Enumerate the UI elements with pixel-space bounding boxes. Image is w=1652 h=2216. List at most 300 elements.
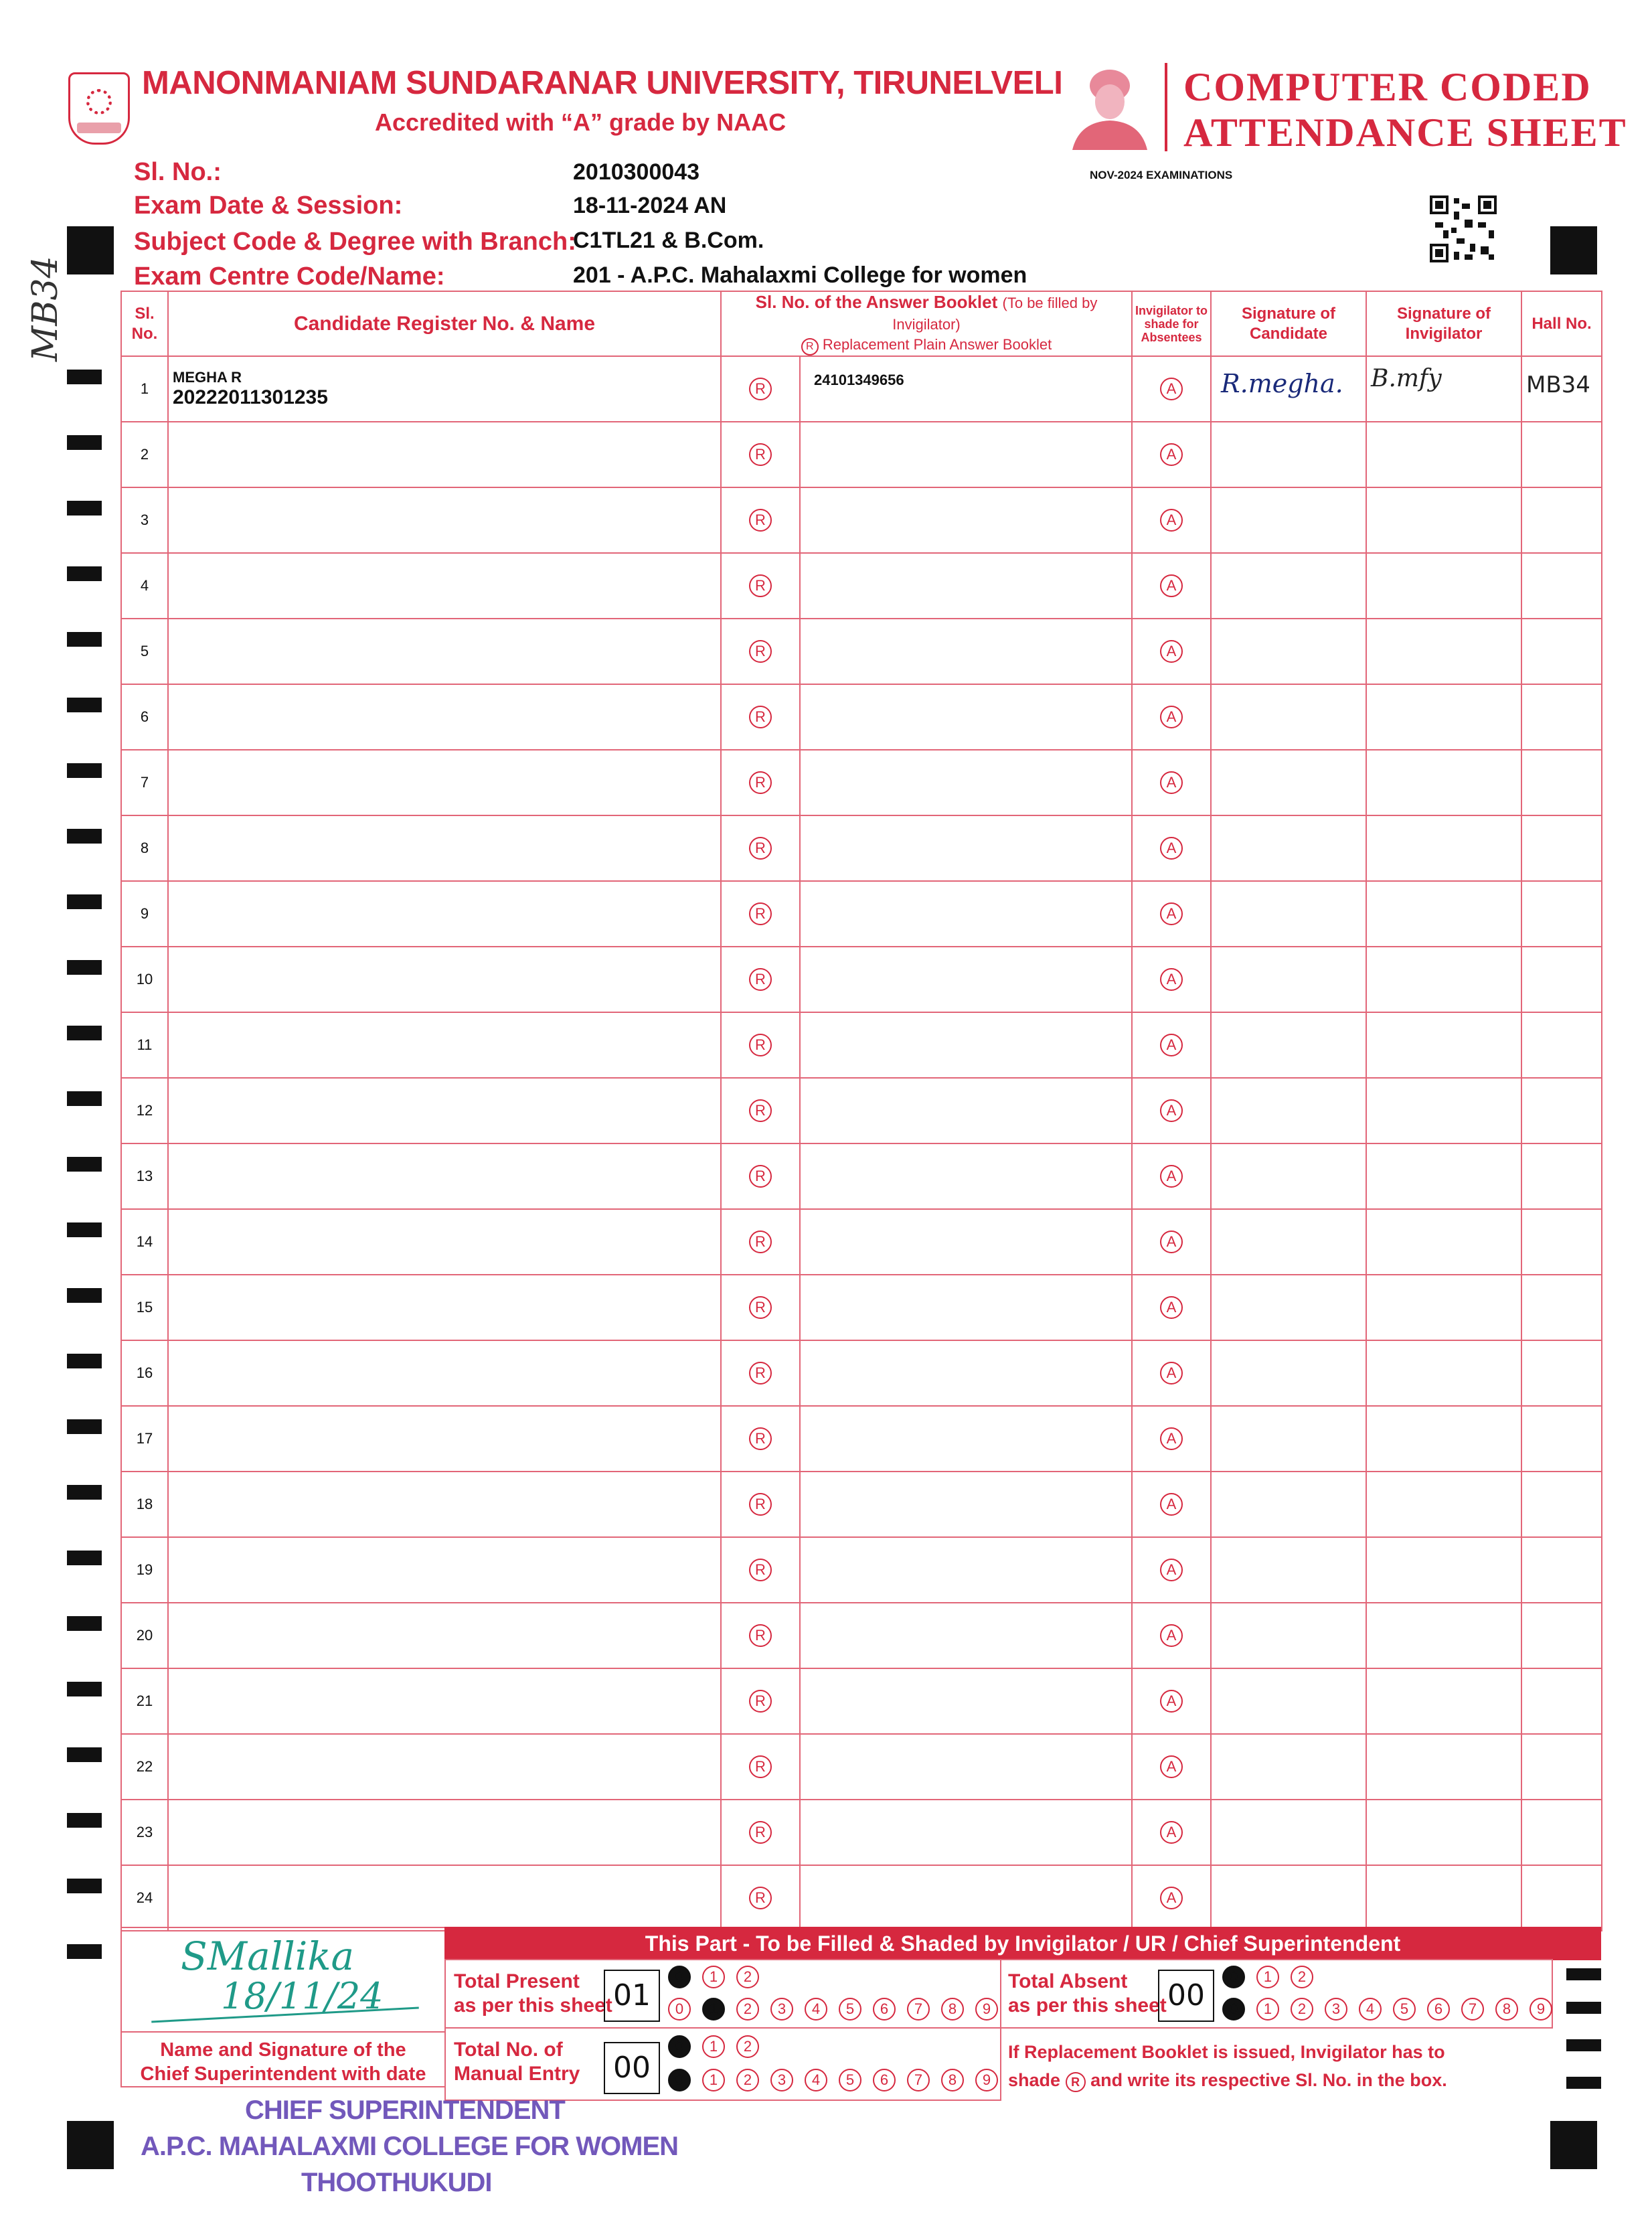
replacement-bubble-icon[interactable]: R: [749, 771, 772, 794]
table-row: [121, 1734, 1602, 1800]
digit-bubble[interactable]: 0: [668, 2035, 691, 2058]
digit-bubble[interactable]: 5: [1393, 1998, 1416, 2021]
hall-no-cell[interactable]: [1521, 881, 1602, 947]
candidate-signature-cell[interactable]: [1211, 1603, 1366, 1668]
replacement-shade-cell[interactable]: [721, 422, 800, 487]
candidate-signature-cell[interactable]: [1211, 1209, 1366, 1275]
replacement-shade-cell[interactable]: [721, 1800, 800, 1865]
candidate-signature-cell[interactable]: [1211, 1537, 1366, 1603]
digit-bubble[interactable]: 9: [975, 1998, 998, 2021]
hall-no-cell[interactable]: [1521, 1668, 1602, 1734]
timing-tick: [1566, 2039, 1601, 2051]
hall-no-cell[interactable]: [1521, 356, 1602, 422]
absentee-shade-cell[interactable]: [1132, 553, 1211, 619]
invigilator-signature-cell[interactable]: [1366, 881, 1521, 947]
digit-bubble[interactable]: 2: [736, 2069, 759, 2091]
replacement-bubble-icon[interactable]: R: [749, 837, 772, 860]
booklet-no-cell[interactable]: [800, 750, 1132, 815]
row-number: 19: [121, 1537, 168, 1603]
present-units-bubbles[interactable]: [668, 1998, 1009, 2021]
invigilator-signature-cell[interactable]: [1366, 1209, 1521, 1275]
absentee-shade-cell[interactable]: [1132, 1078, 1211, 1143]
digit-bubble[interactable]: 3: [770, 1998, 793, 2021]
candidate-signature-cell[interactable]: [1211, 1406, 1366, 1472]
table-row: [121, 881, 1602, 947]
hall-no-cell[interactable]: [1521, 1537, 1602, 1603]
booklet-no-cell[interactable]: [800, 1209, 1132, 1275]
manual-units-bubbles[interactable]: [668, 2069, 1009, 2091]
absent-bubble-icon[interactable]: A: [1160, 640, 1183, 663]
absentee-shade-cell[interactable]: [1132, 422, 1211, 487]
absentee-shade-cell[interactable]: [1132, 684, 1211, 750]
replacement-bubble-icon[interactable]: R: [749, 1099, 772, 1122]
invigilator-signature-cell[interactable]: [1366, 947, 1521, 1012]
absent-bubble-icon[interactable]: A: [1160, 1493, 1183, 1516]
candidate-signature-cell[interactable]: [1211, 1340, 1366, 1406]
replacement-shade-cell[interactable]: [721, 1537, 800, 1603]
timing-tick: [67, 1354, 102, 1368]
replacement-bubble-icon[interactable]: R: [749, 1231, 772, 1253]
booklet-no-cell[interactable]: [800, 1603, 1132, 1668]
replacement-bubble-icon[interactable]: R: [749, 1887, 772, 1909]
stamp-line1: CHIEF SUPERINTENDENT: [245, 2095, 565, 2125]
booklet-no-cell[interactable]: [800, 1340, 1132, 1406]
hall-no-cell[interactable]: [1521, 1209, 1602, 1275]
total-absent-label: [1008, 1970, 1167, 2018]
hall-no-cell[interactable]: [1521, 1078, 1602, 1143]
hall-no-cell[interactable]: [1521, 1275, 1602, 1340]
replacement-shade-cell[interactable]: [721, 815, 800, 881]
booklet-no-cell[interactable]: [800, 947, 1132, 1012]
digit-bubble[interactable]: 1: [702, 2035, 725, 2058]
digit-bubble[interactable]: 7: [907, 2069, 930, 2091]
candidate-signature-cell[interactable]: [1211, 1734, 1366, 1800]
digit-bubble[interactable]: 6: [1427, 1998, 1450, 2021]
hall-no-cell[interactable]: [1521, 422, 1602, 487]
absentee-shade-cell[interactable]: [1132, 1406, 1211, 1472]
absent-bubble-icon[interactable]: A: [1160, 968, 1183, 991]
invigilator-signature-cell[interactable]: [1366, 619, 1521, 684]
absent-bubble-icon[interactable]: A: [1160, 1362, 1183, 1384]
absentee-shade-cell[interactable]: [1132, 1800, 1211, 1865]
replacement-bubble-icon[interactable]: R: [749, 1690, 772, 1713]
cs-date: 18/11/24: [221, 1975, 384, 2017]
booklet-no-cell[interactable]: [800, 1865, 1132, 1931]
absentee-shade-cell[interactable]: [1132, 1668, 1211, 1734]
replacement-shade-cell[interactable]: [721, 1209, 800, 1275]
booklet-no-cell[interactable]: [800, 553, 1132, 619]
digit-bubble[interactable]: 5: [839, 2069, 861, 2091]
candidate-signature-cell[interactable]: [1211, 1865, 1366, 1931]
timing-tick: [67, 1551, 102, 1565]
table-row: [121, 1472, 1602, 1537]
invigilator-signature-cell[interactable]: [1366, 553, 1521, 619]
candidate-signature-cell[interactable]: [1211, 1472, 1366, 1537]
hall-no-cell[interactable]: [1521, 1603, 1602, 1668]
hall-no-cell[interactable]: [1521, 1865, 1602, 1931]
candidate-cell: [168, 1865, 721, 1931]
timing-tick: [67, 370, 102, 384]
row-number: 1: [121, 356, 168, 422]
col-signature-invigilator: Signature of Invigilator: [1366, 291, 1521, 356]
candidate-signature-cell[interactable]: [1211, 487, 1366, 553]
absent-bubble-icon[interactable]: A: [1160, 1165, 1183, 1188]
candidate-cell: [168, 947, 721, 1012]
absentee-shade-cell[interactable]: [1132, 947, 1211, 1012]
col-booklet-sub: Replacement Plain Answer Booklet: [822, 336, 1052, 353]
hall-no-cell[interactable]: [1521, 487, 1602, 553]
absent-bubble-icon[interactable]: A: [1160, 378, 1183, 400]
col-candidate: Candidate Register No. & Name: [168, 291, 721, 356]
candidate-signature-cell[interactable]: [1211, 553, 1366, 619]
table-header-row: [121, 291, 1602, 356]
digit-bubble[interactable]: 9: [1530, 1998, 1552, 2021]
replacement-bubble-icon[interactable]: R: [749, 574, 772, 597]
booklet-no-cell[interactable]: [800, 1275, 1132, 1340]
absentee-shade-cell[interactable]: [1132, 487, 1211, 553]
timing-tick: [1566, 2002, 1601, 2014]
row-number: 7: [121, 750, 168, 815]
candidate-signature-cell[interactable]: [1211, 1668, 1366, 1734]
replacement-shade-cell[interactable]: [721, 881, 800, 947]
booklet-no-cell[interactable]: [800, 1012, 1132, 1078]
invigilator-signature-cell[interactable]: [1366, 1734, 1521, 1800]
replacement-shade-cell[interactable]: [721, 1406, 800, 1472]
absent-bubble-icon[interactable]: A: [1160, 509, 1183, 532]
manual-entry-label: [454, 2038, 580, 2086]
invigilator-signature-cell[interactable]: [1366, 1472, 1521, 1537]
digit-bubble[interactable]: 3: [770, 2069, 793, 2091]
absent-bubble-icon[interactable]: A: [1160, 837, 1183, 860]
col-invigilator-shade: Invigilator to shade for Absentees: [1132, 291, 1211, 356]
invigilator-signature-cell[interactable]: [1366, 1603, 1521, 1668]
manual-tens-bubbles[interactable]: [668, 2035, 770, 2058]
invigilator-signature-cell[interactable]: [1366, 684, 1521, 750]
digit-bubble[interactable]: 4: [1359, 1998, 1382, 2021]
hall-no-cell[interactable]: [1521, 750, 1602, 815]
replacement-shade-cell[interactable]: [721, 619, 800, 684]
timing-tick: [1566, 2077, 1601, 2089]
absent-bubble-icon[interactable]: A: [1160, 771, 1183, 794]
row-number: 13: [121, 1143, 168, 1209]
digit-bubble[interactable]: 0: [668, 1998, 691, 2021]
candidate-signature-cell[interactable]: [1211, 1012, 1366, 1078]
hall-no-cell[interactable]: [1521, 1734, 1602, 1800]
row-number: 14: [121, 1209, 168, 1275]
digit-bubble[interactable]: 2: [736, 1998, 759, 2021]
invigilator-signature-cell[interactable]: [1366, 1406, 1521, 1472]
absent-bubble-icon[interactable]: A: [1160, 1427, 1183, 1450]
digit-bubble[interactable]: 3: [1325, 1998, 1347, 2021]
registration-marker: [67, 2121, 114, 2169]
hall-number: MB34: [1526, 372, 1590, 398]
replacement-note-line1: If Replacement Booklet is issued, Invigilator has to: [1008, 2042, 1445, 2062]
row-number: 18: [121, 1472, 168, 1537]
col-hall-no: Hall No.: [1521, 291, 1602, 356]
replacement-shade-cell[interactable]: [721, 1012, 800, 1078]
invigilator-signature-cell[interactable]: [1366, 356, 1521, 422]
subject-label: Subject Code & Degree with Branch:: [134, 228, 576, 256]
replacement-bubble-icon[interactable]: R: [749, 1559, 772, 1581]
invigilator-signature-cell[interactable]: [1366, 1865, 1521, 1931]
replacement-shade-cell[interactable]: [721, 1340, 800, 1406]
sl-no-label: Sl. No.:: [134, 158, 222, 186]
row-number: 20: [121, 1603, 168, 1668]
absent-bubble-icon[interactable]: A: [1160, 1755, 1183, 1778]
booklet-no-cell[interactable]: [800, 1734, 1132, 1800]
digit-bubble[interactable]: 2: [736, 1966, 759, 1988]
booklet-no-cell[interactable]: [800, 815, 1132, 881]
cs-label-line2: Chief Superintendent with date: [140, 2063, 426, 2085]
total-present-value[interactable]: 01: [604, 1970, 660, 2022]
booklet-no-cell[interactable]: [800, 1800, 1132, 1865]
booklet-no-cell[interactable]: [800, 1078, 1132, 1143]
digit-bubble[interactable]: 6: [873, 2069, 896, 2091]
absentee-shade-cell[interactable]: [1132, 750, 1211, 815]
digit-bubble[interactable]: 2: [736, 2035, 759, 2058]
absent-bubble-icon[interactable]: A: [1160, 1690, 1183, 1713]
digit-bubble[interactable]: 9: [975, 2069, 998, 2091]
candidate-signature-cell[interactable]: [1211, 947, 1366, 1012]
candidate-signature-cell[interactable]: [1211, 1275, 1366, 1340]
margin-hall-note: MB34: [25, 256, 66, 362]
digit-bubble[interactable]: 1: [702, 1998, 725, 2021]
col-booklet-title: Sl. No. of the Answer Booklet: [755, 292, 998, 312]
replacement-bubble-icon[interactable]: R: [749, 509, 772, 532]
invigilator-signature-cell[interactable]: [1366, 487, 1521, 553]
candidate-signature-cell[interactable]: [1211, 422, 1366, 487]
digit-bubble[interactable]: 2: [1291, 1998, 1313, 2021]
replacement-bubble-icon[interactable]: R: [749, 1034, 772, 1056]
sl-no-value: 2010300043: [573, 159, 700, 185]
table-row: [121, 1668, 1602, 1734]
replacement-shade-cell[interactable]: [721, 1472, 800, 1537]
absent-bubble-icon[interactable]: A: [1160, 1821, 1183, 1844]
absentee-shade-cell[interactable]: [1132, 1012, 1211, 1078]
replacement-shade-cell[interactable]: [721, 1668, 800, 1734]
digit-bubble[interactable]: 0: [668, 2069, 691, 2091]
digit-bubble[interactable]: 7: [907, 1998, 930, 2021]
replacement-shade-cell[interactable]: [721, 1143, 800, 1209]
absent-units-bubbles[interactable]: [1222, 1998, 1564, 2021]
absentee-shade-cell[interactable]: [1132, 1865, 1211, 1931]
replacement-shade-cell[interactable]: [721, 1865, 800, 1931]
replacement-shade-cell[interactable]: [721, 1603, 800, 1668]
invigilator-signature-cell[interactable]: [1366, 1275, 1521, 1340]
table-row: [121, 750, 1602, 815]
replacement-shade-cell[interactable]: [721, 1275, 800, 1340]
replacement-bubble-icon[interactable]: R: [749, 1296, 772, 1319]
absent-bubble-icon[interactable]: A: [1160, 1296, 1183, 1319]
candidate-signature-cell[interactable]: [1211, 619, 1366, 684]
candidate-signature-cell[interactable]: [1211, 815, 1366, 881]
invigilator-signature-cell[interactable]: [1366, 1668, 1521, 1734]
total-absent-value[interactable]: 00: [1158, 1970, 1214, 2022]
absent-bubble-icon[interactable]: A: [1160, 1099, 1183, 1122]
invigilator-signature-cell[interactable]: [1366, 1537, 1521, 1603]
hall-no-cell[interactable]: [1521, 1406, 1602, 1472]
digit-bubble[interactable]: 4: [805, 1998, 827, 2021]
absent-bubble-icon[interactable]: A: [1160, 443, 1183, 466]
row-number: 3: [121, 487, 168, 553]
row-number: 22: [121, 1734, 168, 1800]
booklet-no-cell[interactable]: [800, 1143, 1132, 1209]
invigilator-signature: B.mfy: [1371, 365, 1442, 392]
absent-bubble-icon[interactable]: A: [1160, 1559, 1183, 1581]
candidate-signature-cell[interactable]: [1211, 881, 1366, 947]
hall-no-cell[interactable]: [1521, 619, 1602, 684]
digit-bubble[interactable]: 8: [941, 1998, 964, 2021]
replacement-shade-cell[interactable]: [721, 684, 800, 750]
invigilator-signature-cell[interactable]: [1366, 1078, 1521, 1143]
replacement-bubble-icon[interactable]: R: [749, 1755, 772, 1778]
absentee-shade-cell[interactable]: [1132, 815, 1211, 881]
digit-bubble[interactable]: 0: [1222, 1998, 1245, 2021]
booklet-no-cell[interactable]: [800, 684, 1132, 750]
invigilator-signature-cell[interactable]: [1366, 1143, 1521, 1209]
replacement-bubble-icon[interactable]: R: [749, 378, 772, 400]
candidate-signature-cell[interactable]: [1211, 1078, 1366, 1143]
replacement-shade-cell[interactable]: [721, 1734, 800, 1800]
absent-bubble-icon[interactable]: A: [1160, 1624, 1183, 1647]
digit-bubble[interactable]: 4: [805, 2069, 827, 2091]
row-number: 5: [121, 619, 168, 684]
absentee-shade-cell[interactable]: [1132, 1275, 1211, 1340]
table-row: [121, 1865, 1602, 1931]
table-row: [121, 684, 1602, 750]
absent-bubble-icon[interactable]: A: [1160, 1034, 1183, 1056]
digit-bubble[interactable]: 7: [1461, 1998, 1484, 2021]
candidate-signature-cell[interactable]: [1211, 1143, 1366, 1209]
invigilator-signature-cell[interactable]: [1366, 422, 1521, 487]
hall-no-cell[interactable]: [1521, 947, 1602, 1012]
invigilator-signature-cell[interactable]: [1366, 750, 1521, 815]
total-present-label: [454, 1970, 612, 2018]
replacement-note: [1008, 2038, 1447, 2094]
booklet-no-cell[interactable]: [800, 1537, 1132, 1603]
absentee-shade-cell[interactable]: [1132, 1143, 1211, 1209]
timing-tick: [67, 1616, 102, 1631]
replacement-bubble-icon[interactable]: R: [749, 1493, 772, 1516]
table-row: [121, 1275, 1602, 1340]
cs-label: [120, 2038, 446, 2086]
timing-tick: [67, 1879, 102, 1893]
digit-bubble[interactable]: 8: [941, 2069, 964, 2091]
candidate-signature-cell[interactable]: [1211, 1800, 1366, 1865]
candidate-cell: [168, 487, 721, 553]
digit-bubble[interactable]: 0: [668, 1966, 691, 1988]
absentee-shade-cell[interactable]: [1132, 1340, 1211, 1406]
booklet-no-cell[interactable]: [800, 487, 1132, 553]
booklet-no-cell[interactable]: [800, 1472, 1132, 1537]
hall-no-cell[interactable]: [1521, 1012, 1602, 1078]
digit-bubble[interactable]: 6: [873, 1998, 896, 2021]
digit-bubble[interactable]: 5: [839, 1998, 861, 2021]
present-tens-bubbles[interactable]: [668, 1966, 770, 1988]
replacement-bubble-icon[interactable]: R: [749, 1821, 772, 1844]
absentee-shade-cell[interactable]: [1132, 356, 1211, 422]
candidate-cell: [168, 1472, 721, 1537]
replacement-bubble-icon[interactable]: R: [749, 443, 772, 466]
replacement-bubble-icon[interactable]: R: [749, 1624, 772, 1647]
booklet-no-cell[interactable]: [800, 1668, 1132, 1734]
digit-bubble[interactable]: 1: [702, 1966, 725, 1988]
candidate-signature-cell[interactable]: [1211, 750, 1366, 815]
replacement-shade-cell[interactable]: [721, 947, 800, 1012]
absent-bubble-icon[interactable]: A: [1160, 1231, 1183, 1253]
replacement-bubble-icon[interactable]: R: [749, 902, 772, 925]
hall-no-cell[interactable]: [1521, 1800, 1602, 1865]
booklet-no-cell[interactable]: [800, 356, 1132, 422]
replacement-bubble-icon[interactable]: R: [749, 706, 772, 728]
absent-bubble-icon[interactable]: A: [1160, 1887, 1183, 1909]
candidate-signature-cell[interactable]: [1211, 356, 1366, 422]
hall-no-cell[interactable]: [1521, 553, 1602, 619]
timing-tick: [67, 698, 102, 712]
registration-marker: [1550, 226, 1597, 274]
invigilator-band: This Part - To be Filled & Shaded by Invigilator / UR / Chief Superintendent: [444, 1927, 1601, 1960]
absentee-shade-cell[interactable]: [1132, 1537, 1211, 1603]
absent-bubble-icon[interactable]: A: [1160, 902, 1183, 925]
digit-bubble[interactable]: 2: [1291, 1966, 1313, 1988]
invigilator-signature-cell[interactable]: [1366, 1012, 1521, 1078]
booklet-no-cell[interactable]: [800, 1406, 1132, 1472]
invigilator-signature-cell[interactable]: [1366, 1800, 1521, 1865]
replacement-shade-cell[interactable]: [721, 1078, 800, 1143]
candidate-signature-cell[interactable]: [1211, 684, 1366, 750]
absentee-shade-cell[interactable]: [1132, 1734, 1211, 1800]
replacement-shade-cell[interactable]: [721, 553, 800, 619]
replacement-shade-cell[interactable]: [721, 487, 800, 553]
replacement-shade-cell[interactable]: [721, 750, 800, 815]
manual-entry-value[interactable]: 00: [604, 2042, 660, 2094]
booklet-no-cell[interactable]: [800, 619, 1132, 684]
hall-no-cell[interactable]: [1521, 1472, 1602, 1537]
hall-no-cell[interactable]: [1521, 1143, 1602, 1209]
absentee-shade-cell[interactable]: [1132, 1603, 1211, 1668]
hall-no-cell[interactable]: [1521, 684, 1602, 750]
absentee-shade-cell[interactable]: [1132, 1472, 1211, 1537]
candidate-cell: [168, 1406, 721, 1472]
booklet-no-cell[interactable]: [800, 422, 1132, 487]
hall-no-cell[interactable]: [1521, 815, 1602, 881]
col-booklet: [721, 291, 1132, 356]
replacement-bubble-icon[interactable]: R: [749, 1165, 772, 1188]
hall-no-cell[interactable]: [1521, 1340, 1602, 1406]
digit-bubble[interactable]: 0: [1222, 1966, 1245, 1988]
absent-bubble-icon[interactable]: A: [1160, 706, 1183, 728]
row-number: 6: [121, 684, 168, 750]
digit-bubble[interactable]: 1: [1256, 1998, 1279, 2021]
absentee-shade-cell[interactable]: [1132, 619, 1211, 684]
absentee-shade-cell[interactable]: [1132, 1209, 1211, 1275]
invigilator-signature-cell[interactable]: [1366, 1340, 1521, 1406]
invigilator-signature-cell[interactable]: [1366, 815, 1521, 881]
absentee-shade-cell[interactable]: [1132, 881, 1211, 947]
replacement-bubble-icon[interactable]: R: [749, 640, 772, 663]
absent-bubble-icon[interactable]: A: [1160, 574, 1183, 597]
replacement-bubble-icon[interactable]: R: [749, 1427, 772, 1450]
timing-tick: [67, 894, 102, 909]
digit-bubble[interactable]: 8: [1495, 1998, 1518, 2021]
replacement-shade-cell[interactable]: [721, 356, 800, 422]
digit-bubble[interactable]: 1: [702, 2069, 725, 2091]
digit-bubble[interactable]: 1: [1256, 1966, 1279, 1988]
replacement-bubble-icon[interactable]: R: [749, 968, 772, 991]
booklet-no-cell[interactable]: [800, 881, 1132, 947]
absent-tens-bubbles[interactable]: [1222, 1966, 1325, 1988]
replacement-bubble-icon[interactable]: R: [749, 1362, 772, 1384]
